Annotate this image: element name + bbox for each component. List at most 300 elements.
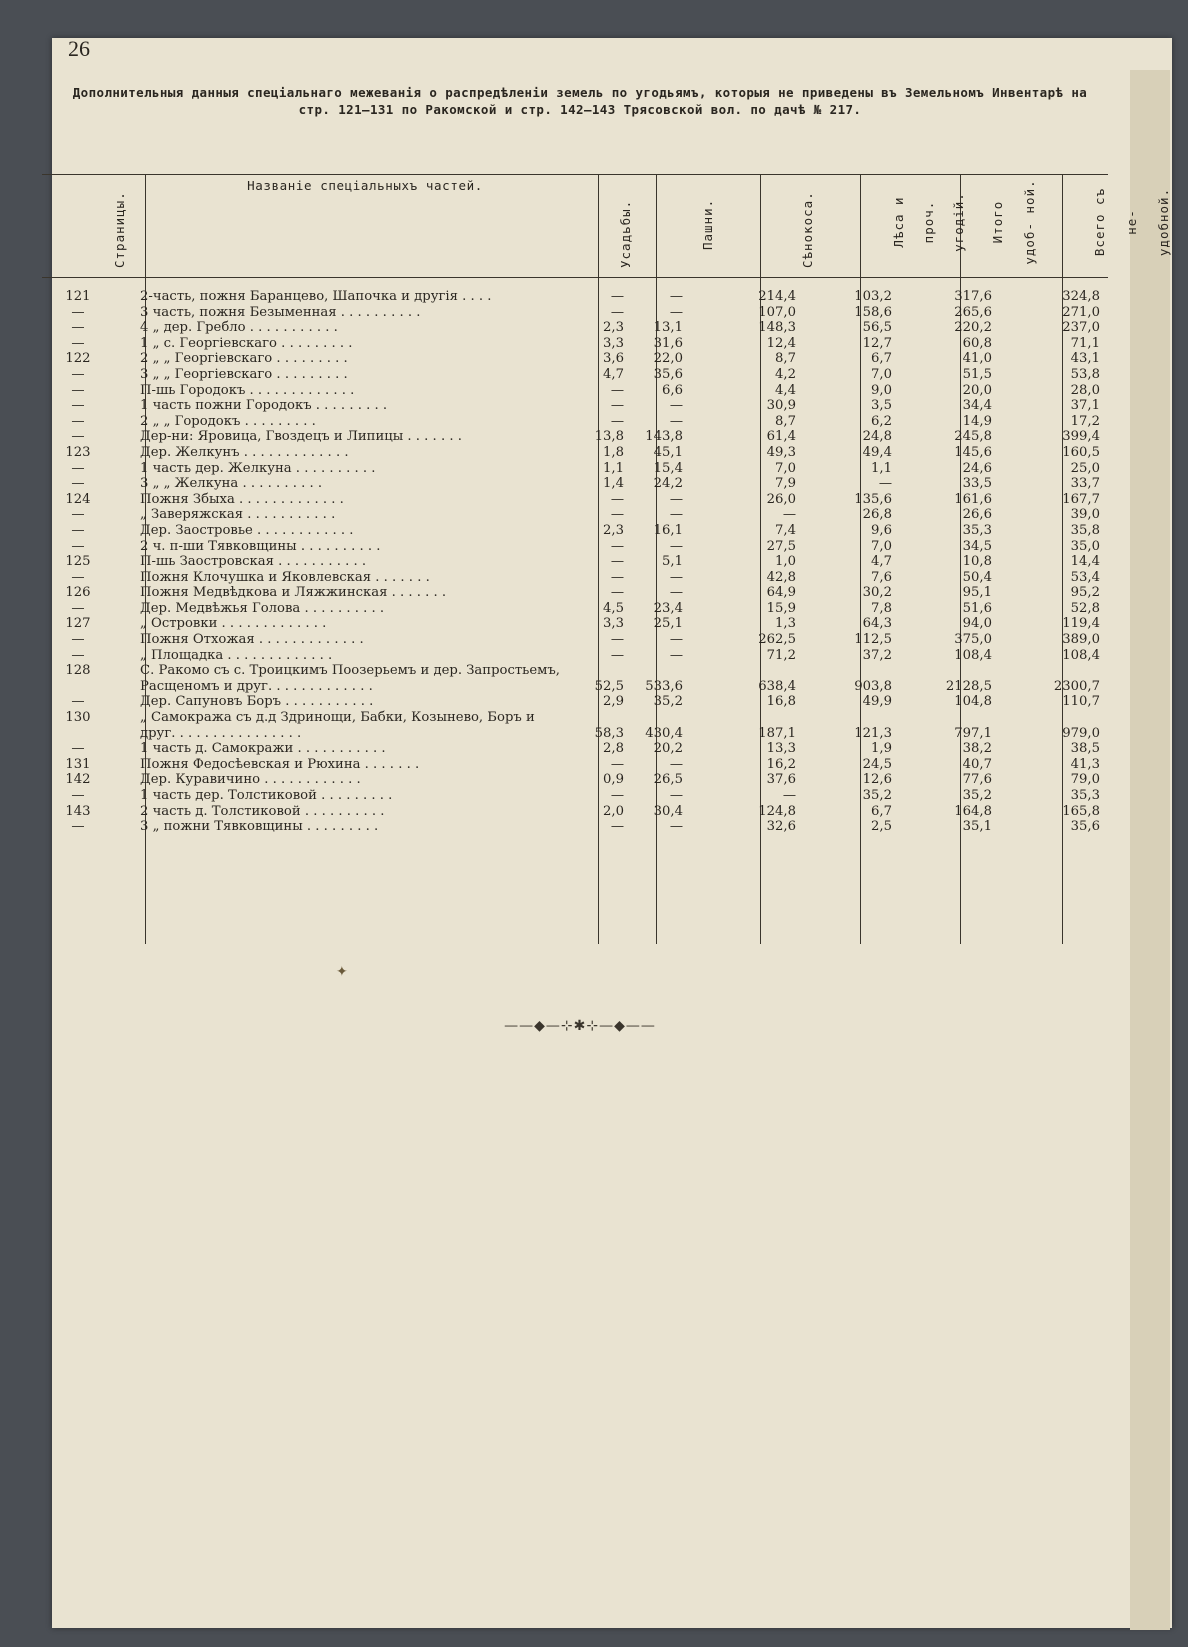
cell-se: 27,5: [766, 538, 796, 554]
table-row: [42, 351, 1108, 367]
cell-pa: 24,2: [653, 476, 683, 492]
cell-se: 32,6: [766, 819, 796, 835]
cell-vs: 79,0: [1070, 772, 1100, 788]
cell-page: —: [71, 507, 85, 523]
table-row: [42, 757, 1108, 773]
cell-le: 1,9: [871, 741, 892, 757]
cell-page: 128: [65, 663, 91, 679]
cell-se: 8,7: [775, 413, 796, 429]
cell-page: 131: [65, 756, 91, 772]
table-top-rule: [42, 174, 1108, 175]
cell-us: —: [610, 585, 624, 601]
table-row: [42, 648, 1108, 664]
cell-pa: —: [669, 788, 683, 803]
table-row: [42, 601, 1108, 617]
cell-vs: 271,0: [1062, 304, 1100, 320]
cell-le: 121,3: [854, 725, 892, 741]
header-pashni: Пашни.: [700, 198, 715, 250]
cell-pa: 35,2: [653, 694, 683, 710]
cell-page: —: [71, 569, 85, 585]
cell-us: —: [610, 304, 624, 320]
cell-vs: 389,0: [1062, 632, 1100, 648]
cell-le: 7,8: [871, 600, 892, 616]
cell-se: 4,2: [775, 366, 796, 382]
table-row: [42, 616, 1108, 632]
cell-le: —: [878, 476, 892, 492]
cell-pa: 533,6: [645, 678, 683, 694]
cell-us: 1,4: [603, 476, 624, 492]
cell-se: 124,8: [758, 803, 796, 819]
table-row: [42, 398, 1108, 414]
table-row: [42, 819, 1108, 835]
cell-page: —: [71, 335, 85, 351]
cell-le: 6,7: [871, 351, 892, 367]
cell-it: 50,4: [962, 569, 992, 585]
cell-pa: 22,0: [653, 351, 683, 367]
cell-it: 2128,5: [945, 678, 992, 694]
cell-us: 2,9: [603, 694, 624, 710]
cell-vs: 324,8: [1062, 289, 1100, 304]
cell-name: 3 часть, пожня Безыменная . . . . . . . . . .: [140, 304, 421, 320]
cell-page: —: [71, 647, 85, 663]
cell-pa: —: [669, 491, 683, 507]
cell-vs: 37,1: [1070, 398, 1100, 414]
cell-vs: 41,3: [1070, 756, 1100, 772]
cell-it: 51,5: [962, 366, 992, 382]
cell-vs: 35,0: [1070, 538, 1100, 554]
table-row: [42, 320, 1108, 336]
cell-le: 6,7: [871, 803, 892, 819]
cell-le: 24,8: [862, 429, 892, 445]
cell-le: 7,0: [871, 538, 892, 554]
cell-it: 35,1: [962, 819, 992, 835]
cell-pa: 23,4: [653, 600, 683, 616]
cell-se: 30,9: [766, 398, 796, 414]
cell-se: 7,9: [775, 476, 796, 492]
cell-page: —: [71, 694, 85, 710]
ornament-divider: ——◆—⊹✱⊹—◆——: [504, 1018, 656, 1034]
cell-it: 35,2: [962, 788, 992, 803]
cell-le: 103,2: [854, 289, 892, 304]
cell-pa: 6,6: [662, 382, 683, 398]
cell-le: 135,6: [854, 491, 892, 507]
cell-name: „ Самокража съ д.д Здринощи, Бабки, Козынево, Боръ и друг. . . . . . . . . . . . . . . .: [140, 710, 535, 741]
cell-pa: —: [669, 398, 683, 414]
cell-le: 903,8: [854, 678, 892, 694]
cell-it: 24,6: [962, 460, 992, 476]
cell-vs: 2300,7: [1053, 678, 1100, 694]
cell-name: 2 „ „ Георгіевскаго . . . . . . . . .: [140, 351, 348, 367]
cell-se: 187,1: [758, 725, 796, 741]
cell-pa: —: [669, 819, 683, 835]
cell-us: 4,7: [603, 366, 624, 382]
cell-pa: 16,1: [653, 522, 683, 538]
cell-page: —: [71, 429, 85, 445]
cell-us: 2,3: [603, 320, 624, 336]
table-row: [42, 305, 1108, 321]
cell-pa: —: [669, 569, 683, 585]
cell-name: 3 „ пожни Тявковщины . . . . . . . . .: [140, 819, 379, 835]
cell-it: 375,0: [954, 632, 992, 648]
cell-vs: 25,0: [1070, 460, 1100, 476]
table-row: [42, 804, 1108, 820]
cell-it: 41,0: [962, 351, 992, 367]
cell-it: 77,6: [962, 772, 992, 788]
table-row: [42, 492, 1108, 508]
table-row: [42, 336, 1108, 352]
cell-it: 245,8: [954, 429, 992, 445]
page-number: 26: [68, 36, 90, 61]
cell-us: —: [610, 398, 624, 414]
cell-it: 108,4: [954, 647, 992, 663]
cell-name: Пожня Отхожая . . . . . . . . . . . . .: [140, 632, 364, 648]
cell-it: 164,8: [954, 803, 992, 819]
cell-us: 52,5: [594, 678, 624, 694]
cell-it: 34,5: [962, 538, 992, 554]
cell-se: 71,2: [766, 647, 796, 663]
cell-page: —: [71, 398, 85, 414]
cell-us: 1,8: [603, 444, 624, 460]
cell-vs: 35,6: [1070, 819, 1100, 835]
cell-us: 3,6: [603, 351, 624, 367]
cell-name: С. Ракомо съ с. Троицкимъ Поозерьемъ и дер. Запростьемъ, Расщеномъ и друг. . . . . . . . . . . . .: [140, 663, 560, 694]
cell-le: 12,7: [862, 335, 892, 351]
cell-se: 42,8: [766, 569, 796, 585]
cell-vs: 39,0: [1070, 507, 1100, 523]
cell-se: 1,0: [775, 554, 796, 570]
cell-it: 10,8: [962, 554, 992, 570]
cell-us: —: [610, 632, 624, 648]
table-row: [42, 772, 1108, 788]
table-row: [42, 476, 1108, 492]
header-lesa: Лѣса и проч. угодій.: [891, 192, 966, 252]
cell-se: —: [782, 507, 796, 523]
cell-vs: 53,8: [1070, 366, 1100, 382]
cell-se: 7,0: [775, 460, 796, 476]
cell-page: —: [71, 476, 85, 492]
cell-it: 317,6: [954, 289, 992, 304]
cell-page: —: [71, 460, 85, 476]
cell-name: 2 „ „ Городокъ . . . . . . . . .: [140, 413, 316, 429]
cell-se: 638,4: [758, 678, 796, 694]
table-row: [42, 663, 1108, 694]
cell-name: Пожня Медвѣдкова и Ляжжинская . . . . . . .: [140, 585, 447, 601]
cell-page: 124: [65, 491, 91, 507]
cell-name: 3 „ „ Желкуна . . . . . . . . . .: [140, 476, 323, 492]
cell-page: 121: [65, 289, 91, 304]
cell-page: —: [71, 320, 85, 336]
cell-name: Пожня Клочушка и Яковлевская . . . . . . .: [140, 569, 430, 585]
cell-it: 797,1: [954, 725, 992, 741]
cell-name: Дер. Сапуновъ Боръ . . . . . . . . . . .: [140, 694, 374, 710]
cell-le: 9,0: [871, 382, 892, 398]
cell-se: 12,4: [766, 335, 796, 351]
cell-se: 214,4: [758, 289, 796, 304]
cell-se: —: [782, 788, 796, 803]
cell-le: 7,0: [871, 366, 892, 382]
cell-us: —: [610, 413, 624, 429]
cell-it: 34,4: [962, 398, 992, 414]
cell-name: Дер. Заостровье . . . . . . . . . . . .: [140, 522, 354, 538]
cell-le: 12,6: [862, 772, 892, 788]
table-title: Дополнительныя данныя спеціальнаго межеванія о распредѣленіи земель по угодьямъ, которыя не приведены въ Земельномъ Инвентарѣ на стр. 121—131 по Ракомской и стр. 142—143 Трясовской вол. по дачѣ № 217.: [72, 85, 1088, 117]
ink-mark: ✦: [336, 964, 348, 980]
cell-us: 2,0: [603, 803, 624, 819]
cell-it: 95,1: [962, 585, 992, 601]
cell-pa: 15,4: [653, 460, 683, 476]
cell-page: —: [71, 741, 85, 757]
cell-pa: —: [669, 304, 683, 320]
cell-le: 7,6: [871, 569, 892, 585]
cell-le: 49,9: [862, 694, 892, 710]
cell-le: 9,6: [871, 522, 892, 538]
cell-pa: —: [669, 585, 683, 601]
cell-se: 148,3: [758, 320, 796, 336]
cell-us: —: [610, 647, 624, 663]
cell-name: „ Заверяжская . . . . . . . . . . .: [140, 507, 336, 523]
cell-name: Пожня Федосѣевская и Рюхина . . . . . . .: [140, 756, 420, 772]
cell-it: 220,2: [954, 320, 992, 336]
cell-se: 8,7: [775, 351, 796, 367]
cell-pa: —: [669, 538, 683, 554]
cell-it: 26,6: [962, 507, 992, 523]
cell-us: —: [610, 554, 624, 570]
table-row: [42, 570, 1108, 586]
cell-us: —: [610, 788, 624, 803]
table-row: [42, 523, 1108, 539]
cell-le: 35,2: [862, 788, 892, 803]
cell-le: 30,2: [862, 585, 892, 601]
table-body: [42, 289, 1108, 835]
cell-it: 51,6: [962, 600, 992, 616]
cell-page: —: [71, 600, 85, 616]
cell-page: 122: [65, 351, 91, 367]
table-row: [42, 461, 1108, 477]
cell-vs: 71,1: [1070, 335, 1100, 351]
cell-le: 37,2: [862, 647, 892, 663]
cell-le: 112,5: [854, 632, 892, 648]
cell-name: 3 „ „ Георгіевскаго . . . . . . . . .: [140, 366, 348, 382]
cell-name: 2-часть, пожня Баранцево, Шапочка и другія . . . .: [140, 289, 492, 304]
cell-page: 142: [65, 772, 91, 788]
cell-it: 60,8: [962, 335, 992, 351]
cell-pa: 31,6: [653, 335, 683, 351]
cell-pa: —: [669, 647, 683, 663]
cell-le: 6,2: [871, 413, 892, 429]
header-name: Названіе спеціальныхъ частей.: [247, 178, 483, 193]
cell-le: 64,3: [862, 616, 892, 632]
cell-vs: 53,4: [1070, 569, 1100, 585]
cell-page: 126: [65, 585, 91, 601]
cell-it: 33,5: [962, 476, 992, 492]
table-row: [42, 507, 1108, 523]
table-row: [42, 788, 1108, 804]
cell-se: 107,0: [758, 304, 796, 320]
cell-vs: 160,5: [1062, 444, 1100, 460]
cell-se: 1,3: [775, 616, 796, 632]
cell-se: 13,3: [766, 741, 796, 757]
table-row: [42, 741, 1108, 757]
cell-se: 61,4: [766, 429, 796, 445]
cell-vs: 119,4: [1062, 616, 1100, 632]
cell-pa: —: [669, 413, 683, 429]
cell-us: 13,8: [594, 429, 624, 445]
cell-name: 2 ч. п-ши Тявковщины . . . . . . . . . .: [140, 538, 381, 554]
cell-name: Дер. Желкунъ . . . . . . . . . . . . .: [140, 444, 349, 460]
cell-vs: 17,2: [1070, 413, 1100, 429]
cell-se: 4,4: [775, 382, 796, 398]
cell-pa: 20,2: [653, 741, 683, 757]
cell-vs: 35,3: [1070, 788, 1100, 803]
cell-it: 20,0: [962, 382, 992, 398]
cell-us: 1,1: [603, 460, 624, 476]
cell-vs: 108,4: [1062, 647, 1100, 663]
cell-page: —: [71, 788, 85, 803]
cell-le: 26,8: [862, 507, 892, 523]
cell-name: 1 „ с. Георгіевскаго . . . . . . . . .: [140, 335, 353, 351]
cell-page: —: [71, 522, 85, 538]
table-row: [42, 429, 1108, 445]
header-vsego: Всего съ не- удобной.: [1092, 187, 1171, 257]
cell-page: 130: [65, 710, 91, 726]
cell-us: 0,9: [603, 772, 624, 788]
cell-page: 127: [65, 616, 91, 632]
cell-us: —: [610, 507, 624, 523]
cell-pa: 35,6: [653, 366, 683, 382]
cell-name: Дер. Медвѣжья Голова . . . . . . . . . .: [140, 600, 385, 616]
cell-vs: 33,7: [1070, 476, 1100, 492]
table-row: [42, 445, 1108, 461]
cell-vs: 14,4: [1070, 554, 1100, 570]
cell-name: 1 часть пожни Городокъ . . . . . . . . .: [140, 398, 388, 414]
table-row: [42, 289, 1108, 305]
cell-name: Дер-ни: Яровица, Гвоздецъ и Липицы . . . . . . .: [140, 429, 462, 445]
cell-le: 49,4: [862, 444, 892, 460]
cell-pa: 25,1: [653, 616, 683, 632]
cell-it: 104,8: [954, 694, 992, 710]
cell-vs: 237,0: [1062, 320, 1100, 336]
cell-le: 2,5: [871, 819, 892, 835]
cell-page: 143: [65, 803, 91, 819]
cell-se: 64,9: [766, 585, 796, 601]
cell-vs: 38,5: [1070, 741, 1100, 757]
cell-vs: 399,4: [1062, 429, 1100, 445]
cell-pa: 26,5: [653, 772, 683, 788]
cell-page: —: [71, 538, 85, 554]
cell-name: 1 часть дер. Толстиковой . . . . . . . . .: [140, 788, 393, 803]
cell-it: 14,9: [962, 413, 992, 429]
cell-pa: 30,4: [653, 803, 683, 819]
cell-page: —: [71, 366, 85, 382]
cell-vs: 979,0: [1062, 725, 1100, 741]
cell-us: —: [610, 819, 624, 835]
cell-page: 123: [65, 444, 91, 460]
cell-vs: 28,0: [1070, 382, 1100, 398]
page-edge: [1130, 70, 1170, 1630]
table-row: [42, 632, 1108, 648]
cell-it: 265,6: [954, 304, 992, 320]
cell-pa: 5,1: [662, 554, 683, 570]
cell-page: 125: [65, 554, 91, 570]
cell-name: 2 часть д. Толстиковой . . . . . . . . . .: [140, 803, 385, 819]
cell-vs: 110,7: [1062, 694, 1100, 710]
cell-page: —: [71, 819, 85, 835]
table-row: [42, 539, 1108, 555]
header-usadby: Усадьбы.: [618, 199, 633, 268]
table-row: [42, 694, 1108, 710]
cell-pa: 13,1: [653, 320, 683, 336]
cell-us: 2,3: [603, 522, 624, 538]
cell-it: 94,0: [962, 616, 992, 632]
cell-us: 2,8: [603, 741, 624, 757]
cell-se: 16,8: [766, 694, 796, 710]
cell-le: 56,5: [862, 320, 892, 336]
cell-se: 16,2: [766, 756, 796, 772]
cell-pa: 430,4: [645, 725, 683, 741]
table-row: [42, 367, 1108, 383]
cell-le: 4,7: [871, 554, 892, 570]
cell-us: 3,3: [603, 616, 624, 632]
cell-it: 40,7: [962, 756, 992, 772]
cell-page: —: [71, 382, 85, 398]
cell-se: 26,0: [766, 491, 796, 507]
cell-page: —: [71, 632, 85, 648]
cell-us: —: [610, 491, 624, 507]
table-row: [42, 585, 1108, 601]
cell-it: 145,6: [954, 444, 992, 460]
cell-us: —: [610, 382, 624, 398]
cell-us: 58,3: [594, 725, 624, 741]
cell-le: 158,6: [854, 304, 892, 320]
table-row: [42, 710, 1108, 741]
cell-se: 49,3: [766, 444, 796, 460]
cell-us: —: [610, 756, 624, 772]
header-itogo: Итого удоб- ной.: [990, 179, 1037, 265]
cell-se: 262,5: [758, 632, 796, 648]
cell-le: 24,5: [862, 756, 892, 772]
cell-name: „ Островки . . . . . . . . . . . . .: [140, 616, 327, 632]
header-senokosa: Сѣнокоса.: [800, 191, 815, 268]
cell-vs: 52,8: [1070, 600, 1100, 616]
cell-us: —: [610, 569, 624, 585]
cell-it: 161,6: [954, 491, 992, 507]
cell-pa: —: [669, 507, 683, 523]
cell-name: 4 „ дер. Гребло . . . . . . . . . . .: [140, 320, 338, 336]
cell-vs: 43,1: [1070, 351, 1100, 367]
cell-se: 7,4: [775, 522, 796, 538]
cell-it: 35,3: [962, 522, 992, 538]
cell-name: П-шь Городокъ . . . . . . . . . . . . .: [140, 382, 355, 398]
cell-pa: —: [669, 632, 683, 648]
cell-pa: —: [669, 756, 683, 772]
cell-page: —: [71, 304, 85, 320]
cell-se: 15,9: [766, 600, 796, 616]
cell-name: 1 часть дер. Желкуна . . . . . . . . . .: [140, 460, 376, 476]
cell-name: Дер. Куравичино . . . . . . . . . . . .: [140, 772, 361, 788]
cell-pa: 143,8: [645, 429, 683, 445]
cell-vs: 165,8: [1062, 803, 1100, 819]
cell-vs: 35,8: [1070, 522, 1100, 538]
cell-us: —: [610, 289, 624, 304]
cell-pa: —: [669, 289, 683, 304]
table-header-rule: [42, 277, 1108, 278]
table-row: [42, 554, 1108, 570]
cell-us: —: [610, 538, 624, 554]
cell-vs: 167,7: [1062, 491, 1100, 507]
cell-pa: 45,1: [653, 444, 683, 460]
cell-se: 37,6: [766, 772, 796, 788]
cell-us: 4,5: [603, 600, 624, 616]
